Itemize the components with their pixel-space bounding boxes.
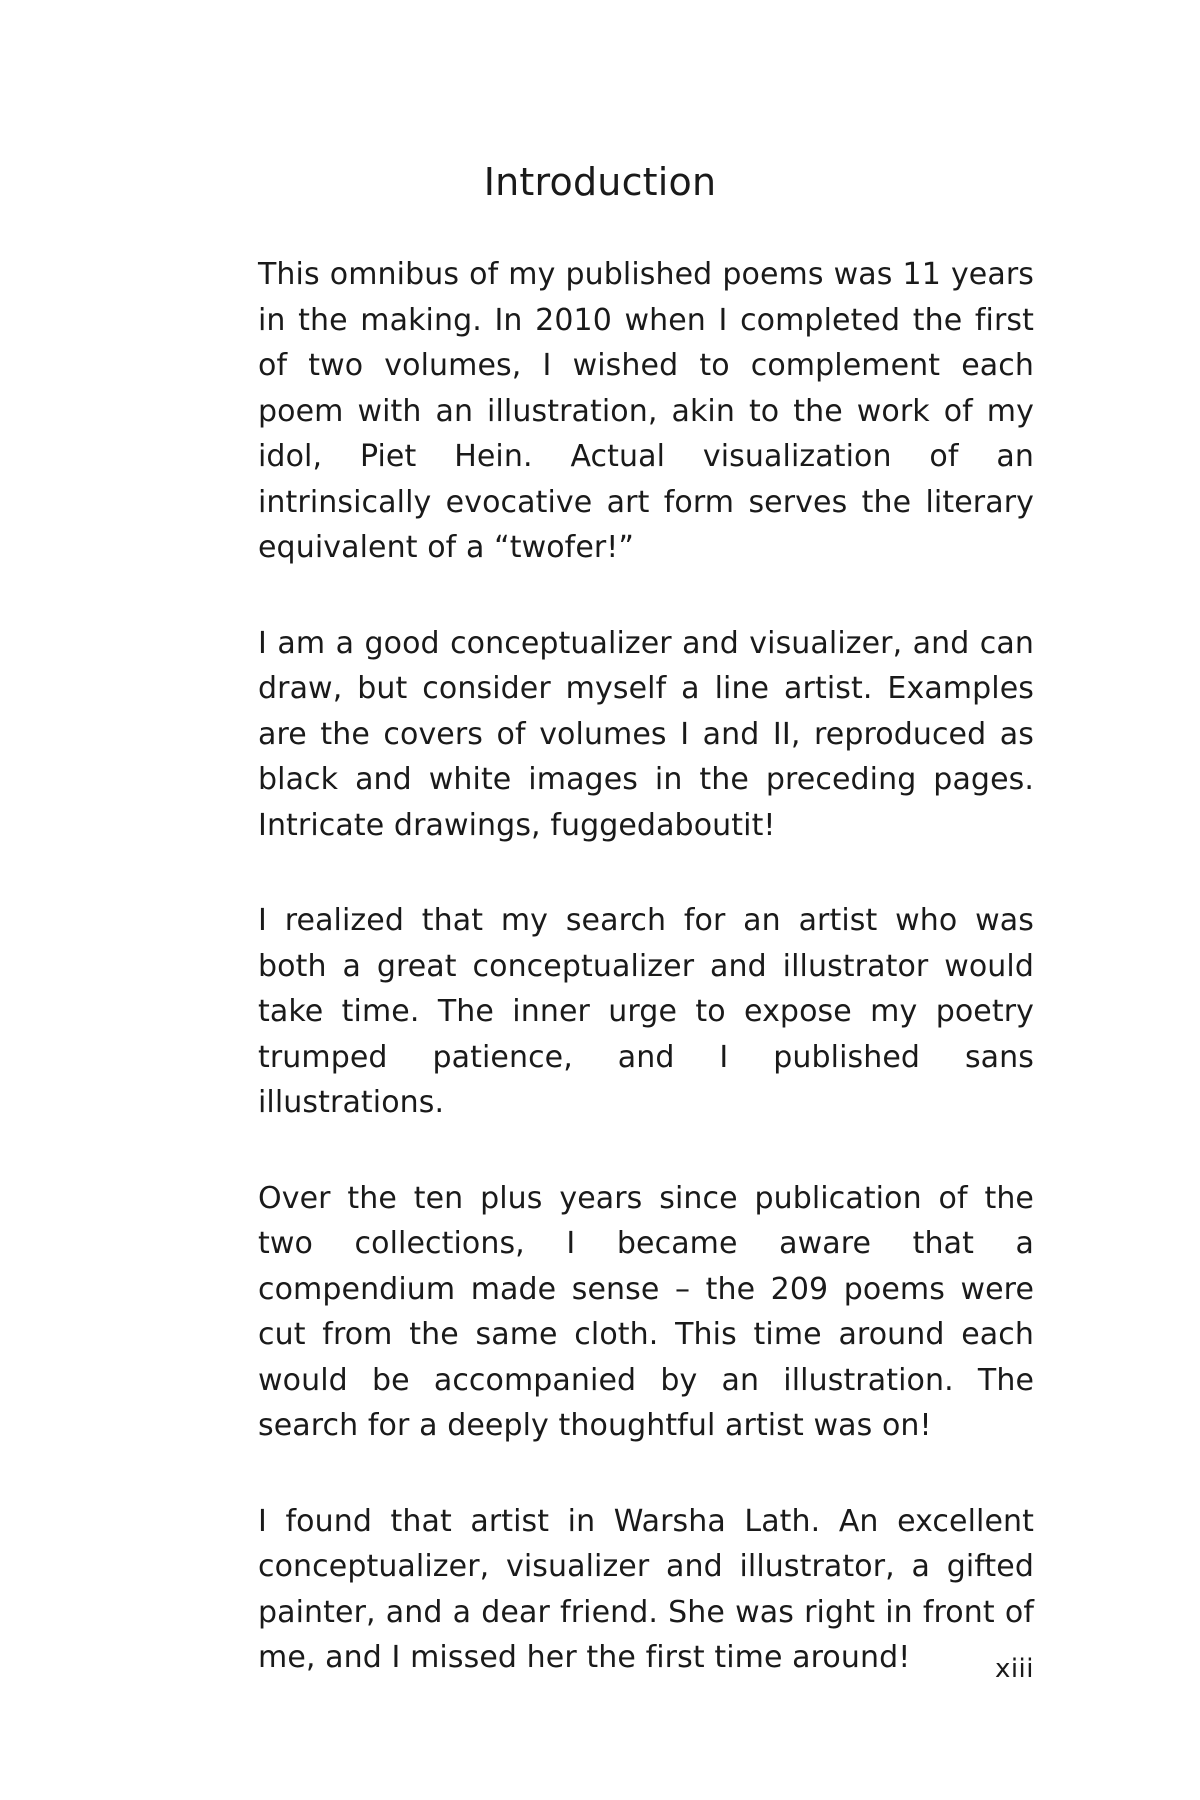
paragraph-1: This omnibus of my published poems was 11 years in the making. In 2010 when I completed the first of two volumes, I wished to complement each poem with an illustration, akin to the work of my idol, Piet Hein. Actual visualization of an intrinsically evocative art form serves the literary equivalent of a “twofer!”	[258, 257, 1034, 565]
paragraph-2: I am a good conceptualizer and visualizer, and can draw, but consider myself a line artist. Examples are the covers of volumes I and II, reproduced as black and white images in the preceding pages. Intricate drawings, fuggedaboutit!	[258, 625, 1034, 843]
page-title: Introduction	[483, 160, 717, 204]
paragraph-5: I found that artist in Warsha Lath. An excellent conceptualizer, visualizer and illustrator, a gifted painter, and a dear friend. She was right in front of me, and I missed her the first time around!	[258, 1503, 1034, 1675]
page-number: xiii	[994, 1654, 1034, 1684]
body-text	[258, 252, 1034, 1731]
paragraph-3: I realized that my search for an artist who was both a great conceptualizer and illustrator would take time. The inner urge to expose my poetry trumped patience, and I published sans illustrations.	[258, 903, 1034, 1120]
paragraph-4: Over the ten plus years since publication of the two collections, I became aware that a compendium made sense – the 209 poems were cut from the same cloth. This time around each would be accompanied by an illustration. The search for a deeply thoughtful artist was on!	[258, 1180, 1034, 1443]
